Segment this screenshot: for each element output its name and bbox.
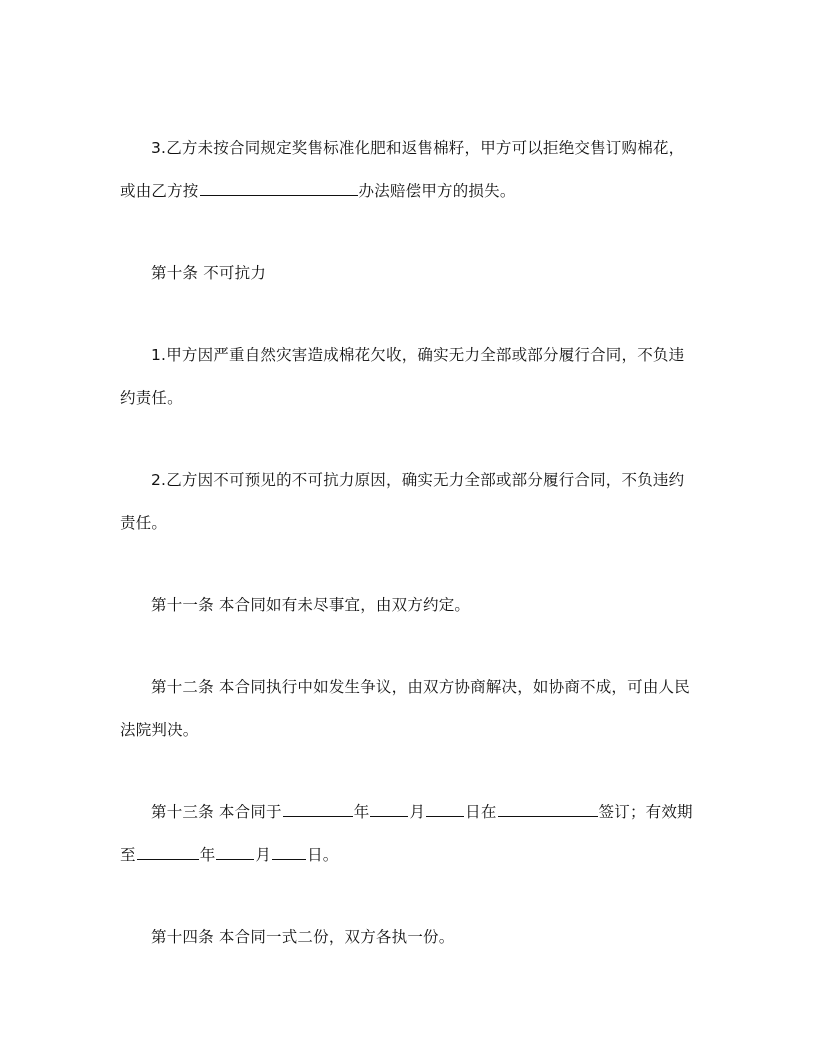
clause14-text: 第十四条 本合同一式二份，双方各执一份。 — [151, 928, 455, 946]
clause10-item1-line2 — [120, 388, 183, 408]
clause12-line1 — [151, 677, 690, 697]
year-label: 年 — [353, 803, 370, 821]
clause10-item2-line2 — [120, 513, 167, 533]
sign-year-blank[interactable] — [283, 802, 353, 817]
clause12-text: 第十二条 本合同执行中如发生争议，由双方协商解决，如协商不成，可由人民 — [151, 678, 690, 696]
clause12-text-cont: 法院判决。 — [120, 721, 199, 739]
sign-day-blank[interactable] — [426, 802, 464, 817]
month-label: 月 — [409, 803, 426, 821]
clause10-item2-line1 — [151, 470, 684, 490]
clause11 — [151, 595, 470, 615]
clause9-item3-line1 — [151, 138, 684, 158]
clause9-item3-text-a: 或由乙方按 — [120, 182, 199, 200]
clause13-text-until: 至 — [120, 846, 136, 864]
clause9-item3-text: 3.乙方未按合同规定奖售标准化肥和返售棉籽，甲方可以拒绝交售订购棉花， — [151, 139, 685, 157]
valid-year-blank[interactable] — [137, 845, 199, 860]
clause9-item3-line2 — [120, 181, 516, 201]
method-blank[interactable] — [200, 181, 358, 196]
clause13-line2 — [120, 845, 339, 865]
valid-month-blank[interactable] — [216, 845, 254, 860]
clause10-item1-line1 — [151, 345, 684, 365]
clause10-heading — [151, 263, 266, 283]
valid-month-label: 月 — [255, 846, 272, 864]
clause13-text-a: 第十三条 本合同于 — [151, 803, 282, 821]
valid-day-blank[interactable] — [272, 845, 306, 860]
clause10-item1-text-cont: 约责任。 — [120, 389, 183, 407]
signed-label: 签订；有效期 — [598, 803, 693, 821]
clause10-item1-text: 1.甲方因严重自然灾害造成棉花欠收，确实无力全部或部分履行合同，不负违 — [151, 346, 685, 364]
valid-day-label: 日。 — [307, 846, 339, 864]
clause12-line2 — [120, 720, 199, 740]
clause10-heading-text: 第十条 不可抗力 — [151, 264, 267, 282]
sign-month-blank[interactable] — [370, 802, 408, 817]
clause14 — [151, 927, 454, 947]
clause9-item3-text-b: 办法赔偿甲方的损失。 — [358, 182, 516, 200]
sign-place-blank[interactable] — [498, 802, 598, 817]
clause11-text: 第十一条 本合同如有未尽事宜，由双方约定。 — [151, 596, 471, 614]
day-at-label: 日在 — [465, 803, 497, 821]
clause10-item2-text-cont: 责任。 — [120, 514, 168, 532]
valid-year-label: 年 — [199, 846, 216, 864]
clause10-item2-text: 2.乙方因不可预见的不可抗力原因，确实无力全部或部分履行合同，不负违约 — [151, 471, 685, 489]
clause13-line1 — [151, 802, 693, 822]
